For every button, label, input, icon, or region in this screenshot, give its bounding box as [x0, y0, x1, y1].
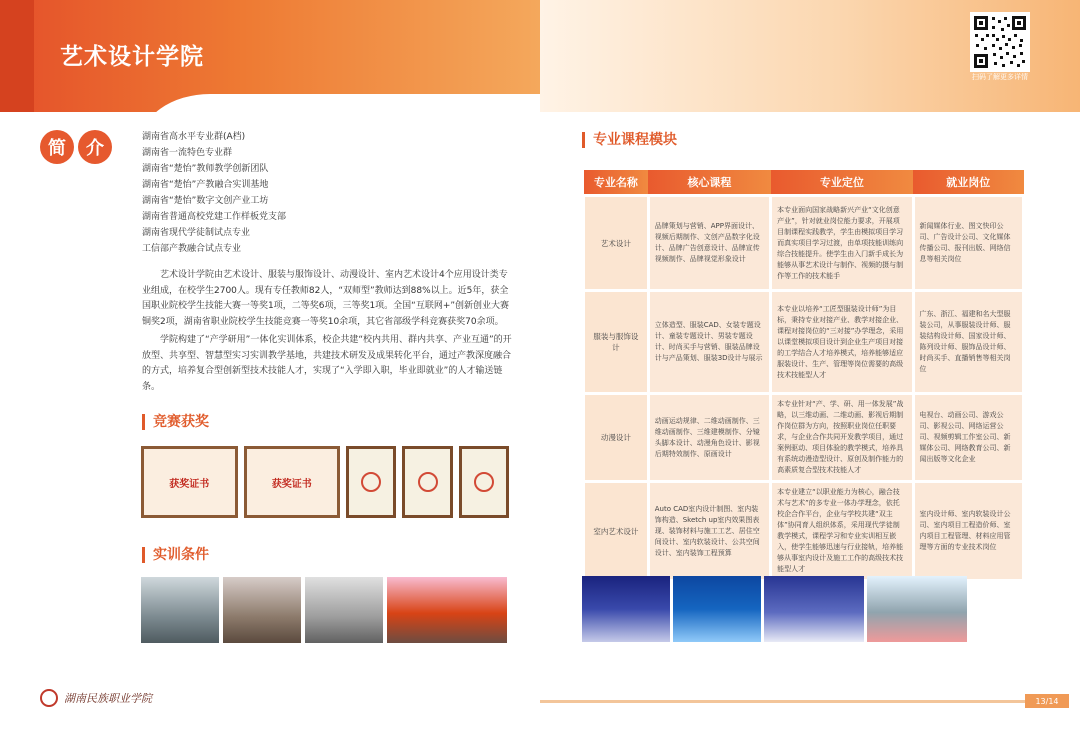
major-name: 动漫设计: [584, 394, 649, 482]
award-plaque: [402, 446, 452, 518]
list-item: 湖南省高水平专业群(A档): [142, 132, 246, 142]
award-plaque: [346, 446, 396, 518]
courses-heading: 专业课程模块: [582, 132, 677, 148]
award-plaque: [459, 446, 509, 518]
core-courses: 动画运动规律、二维动画制作、三维动画制作、三维建模制作、分镜头脚本设计、动漫角色设计、影视后期特效制作、原画设计: [648, 394, 770, 482]
major-name: 室内艺术设计: [584, 482, 649, 581]
intro-badge: [40, 130, 130, 166]
list-item: 湖南省一流特色专业群: [142, 148, 233, 158]
career-positions: 电视台、动画公司、游戏公司、影视公司、网络运营公司、视频剪辑工作室公司、新媒体公司、网络教育公司、新闻出版等文化企业: [913, 394, 1024, 482]
career-positions: 广东、浙江、福建和名大型服装公司，从事服装设计师、服装结构设计师、国家设计师、陈列设计师、服饰品设计师、时尚买手、直播销售等相关岗位: [913, 291, 1024, 394]
training-photos: [141, 577, 507, 643]
certificate-title: 获奖证书: [271, 478, 312, 490]
event-photo: [582, 576, 670, 642]
award-certificate: [141, 446, 238, 518]
event-photo: [673, 576, 761, 642]
training-photo: [387, 577, 507, 643]
awards-heading: 竞赛获奖: [142, 414, 209, 430]
qr-code-icon: [970, 12, 1030, 72]
table-header-cell: 专业定位: [771, 170, 913, 196]
intro-paragraph-1: 艺术设计学院由艺术设计、服装与服饰设计、动漫设计、室内艺术设计4个应用设计类专业组成，在校学生2700人。现有专任教师82人，“双师型”教师达到88%以上。近5年，获全国职业院校学生技能大赛一等奖1项，二等奖6项，三等奖1项。全国“互联网+”创新创业大赛铜奖2项，湖南省职业院校学生技能竞赛一等奖10余项，其它省部级学科竞赛获奖70余项。: [142, 270, 510, 327]
event-photos: [582, 576, 967, 642]
list-item: 湖南省“楚怡”产教融合实训基地: [142, 180, 269, 190]
intro-badge-char-2: 介: [78, 130, 112, 164]
major-positioning: 本专业面向国家战略新兴产业“文化创意产业”，针对就业岗位能力要求，开展项目制课程实践教学，学生由模拟项目学习而真实项目学习过渡，由单项技能训练向综合技能提升。使学生由入门新手成长为能够从事艺术设计与制作、视频的摄与制作等工作的技术能手: [771, 196, 913, 291]
header-accent-strip: [0, 0, 34, 112]
table-header-cell: 就业岗位: [913, 170, 1024, 196]
list-item: 湖南省“楚怡”教师教学创新团队: [142, 164, 269, 174]
intro-badge-char-1: 简: [40, 130, 74, 164]
list-item: 湖南省现代学徒制试点专业: [142, 228, 251, 238]
school-logo-text: 湖南民族职业学院: [64, 692, 152, 705]
school-emblem-icon: [40, 689, 58, 707]
core-courses: 立体造型、服装CAD、女装专题设计、童装专题设计、男装专题设计、时尚买手与营销、服装品牌设计与产品策划、服装3D设计与展示: [648, 291, 770, 394]
major-name: 服装与服饰设计: [584, 291, 649, 394]
table-row: [584, 196, 1024, 291]
qr-caption: 扫码了解更多详情: [972, 73, 1028, 81]
seal-icon: [474, 472, 494, 492]
list-item: 工信部产教融合试点专业: [142, 244, 242, 254]
table-row: [584, 291, 1024, 394]
header-curve: [140, 94, 540, 112]
major-positioning: 本专业针对“产、学、研、用一体发展”战略，以三维动画、二维动画、影视后期制作岗位群为方向，按照职业岗位任职要求，与企业合作共同开发教学项目，通过案例驱动、项目体验的教学模式，培养具有系统动漫造型设计、原创及制作能力的高素质复合型技术技能人才: [771, 394, 913, 482]
list-item: 湖南省普通高校党建工作样板党支部: [142, 212, 287, 222]
training-photo: [223, 577, 301, 643]
intro-paragraph-2: 学院构建了“产学研用”一体化实训体系，校企共建“校内共用、群内共享、产业互通”的开放型、共享型、智慧型实习实训教学基地，共建技术研发及成果转化平台，通过产教深度融合的方式，培养复合型创新型技术技能人才，实现了“入学即入职，毕业即就业”的人才输送链条。: [142, 335, 512, 392]
seal-icon: [361, 472, 381, 492]
major-positioning: 本专业以培养“工匠型服装设计师”为目标，秉持专业对接产业、教学对接企业、课程对接岗位的“三对接”办学理念，采用以课堂模拟项目设计到企业生产项目对接的工学结合人才培养模式，培养能够适应服装设计、生产、管理等岗位需要的高级技术技能型人才: [771, 291, 913, 394]
table-header-cell: 专业名称: [584, 170, 649, 196]
table-header-row: [584, 170, 1024, 196]
list-item: 湖南省“楚怡”数字文创产业工坊: [142, 196, 269, 206]
training-heading: 实训条件: [142, 547, 209, 563]
event-photo: [764, 576, 864, 642]
honors-list: [142, 129, 286, 257]
training-photo: [141, 577, 219, 643]
course-table: [582, 170, 1025, 582]
footer-strip: [540, 700, 1025, 703]
career-positions: 新闻媒体行业、图文快印公司、广告设计公司、文化媒体传播公司、报刊出版、网络信息等相关岗位: [913, 196, 1024, 291]
award-certificate: [244, 446, 341, 518]
certificate-title: 获奖证书: [169, 478, 210, 490]
career-positions: 室内设计师、室内软装设计公司、室内项目工程造价师、室内项目工程管理、材料应用管理等方面的专业技术岗位: [913, 482, 1024, 581]
awards-gallery: [141, 446, 509, 520]
core-courses: Auto CAD室内设计制图、室内装饰构造、Sketch up室内效果图表现、装饰材料与施工工艺、居住空间设计、室内软装设计、公共空间设计、室内装饰工程预算: [648, 482, 770, 581]
core-courses: 品牌策划与营销、APP界面设计、视频后期制作、文创产品数字化设计、品牌广告创意设计、品牌宣传视频制作、品牌视觉形象设计: [648, 196, 770, 291]
table-header-cell: 核心课程: [648, 170, 770, 196]
page-number: 13/14: [1025, 694, 1069, 708]
page-title: 艺术设计学院: [60, 44, 204, 70]
school-logo: [40, 689, 152, 707]
seal-icon: [418, 472, 438, 492]
training-photo: [305, 577, 383, 643]
table-row: [584, 394, 1024, 482]
major-name: 艺术设计: [584, 196, 649, 291]
table-row: [584, 482, 1024, 581]
event-photo: [867, 576, 967, 642]
major-positioning: 本专业建立“以职业能力为核心，融合技术与艺术”的多专业一体办学理念，依托校企合作平台，企业与学校共建“双主体”协同育人组织体系，采用现代学徒制教学模式，课程学习和专业实训相互嵌入，使学生能够迅速与行业接轨，培养能够从事室内设计及施工工作的高级技术技能型人才: [771, 482, 913, 581]
